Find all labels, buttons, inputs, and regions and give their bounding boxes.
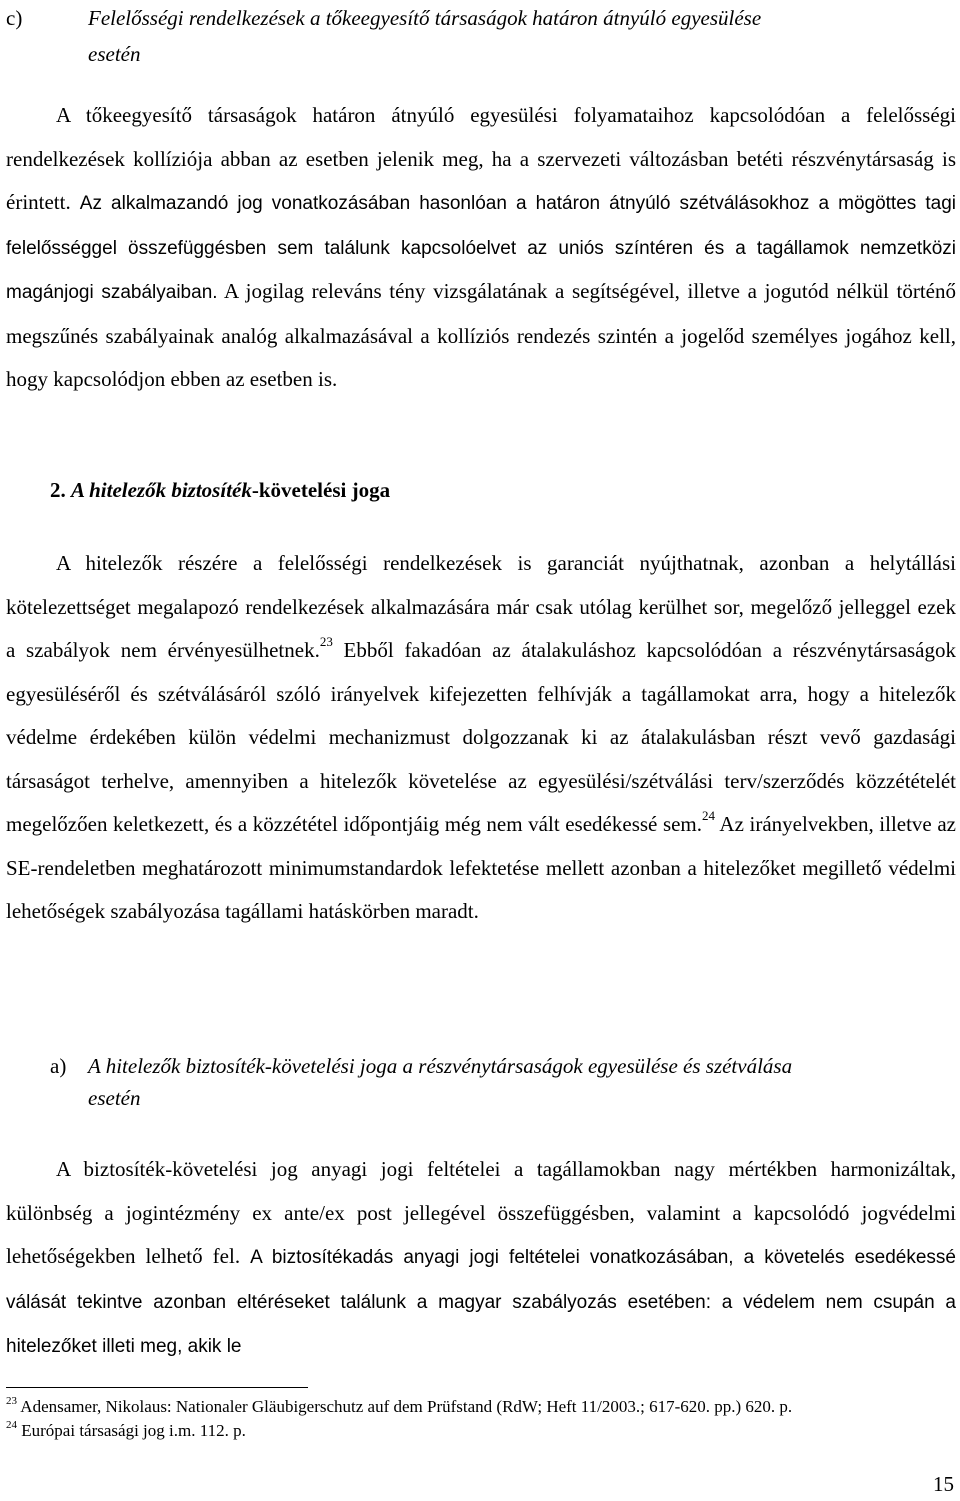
page-number: 15 — [933, 1472, 954, 1496]
section-title-rest: -követelési joga — [251, 478, 391, 502]
paragraph-text: A jogilag releváns tény vizsgálatának a segítségével, illetve a jogutód nélkül történő megszűnés szabályainak analóg alkalmazásával a kollíziós rendezés szintén a jogelőd személyes jogához kell, hogy kapcsolódjon ebben az esetben is. — [6, 279, 957, 391]
paragraph-text: A hitelezők részére a felelősségi rendelkezések is garanciát nyújthatnak, azonban a helytállási kötelezettséget megalapozó rendelkezések alkalmazására már csak utólag kerülhet sor, megelőző jelleggel ezek a szabályok nem érvényesülhetnek. — [6, 551, 956, 662]
subsection-label: a) — [50, 1054, 67, 1078]
section-heading — [50, 472, 390, 508]
paragraph-text: A biztosítékadás anyagi jogi feltételei vonatkozásában, a követelés esedékessé válását tekintve azonban eltéréseket találunk a magyar szabályozás esetében: a védelem nem csupán a hitelezőket illeti meg, akik le — [6, 1247, 956, 1357]
subsection-title-continuation: esetén — [88, 1086, 141, 1110]
paragraph-text: A tőkeegyesítő társaságok határon átnyúló egyesülési folyamataihoz kapcsolódóan a felelősségi rendelkezések kollíziója abban az esetben jelenik meg, ha a szervezeti változásban betéti részvénytársaság is érintett. — [6, 103, 956, 214]
paragraph-text: Ebből fakadóan az átalakuláshoz kapcsolódóan a részvénytársaságok egyesüléséről és szétválásáról szóló irányelvek kifejezetten felhívják a tagállamokat arra, hogy a hitelezők védelme érdekében külön védelmi mechanizmust dolgozzanak ki az átalakulásban részt vevő gazdasági társaságot terhelve, amennyiben a hitelezők követelése az egyesülési/szétválási terv/szerződés közzétételét megelőzően keletkezett, és a közzététel időpontjáig még nem vált esedékessé sem. — [6, 638, 957, 836]
paragraph-1 — [6, 94, 956, 402]
section-title-italic: A hitelezők biztosíték — [71, 478, 252, 502]
footnotes — [6, 1395, 956, 1443]
footnote-ref[interactable]: 23 — [319, 634, 333, 649]
paragraph-text: Az alkalmazandó jog vonatkozásában hasonlóan a határon átnyúló szétválásokhoz a mögöttes tagi felelősséggel összefüggésben sem találunk kapcsolóelvet az uniós színtéren és a tagállamok nemzetközi magánjogi szabályaiban. — [6, 193, 956, 303]
footnote-ref[interactable]: 24 — [702, 808, 716, 823]
footnote-item — [6, 1419, 956, 1443]
footnote-text: Adensamer, Nikolaus: Nationaler Gläubigerschutz auf dem Prüfstand (RdW; Heft 11/2003.; 617-620. pp.) 620. p. — [17, 1397, 793, 1416]
subsection-title: Felelősségi rendelkezések a tőkeegyesítő társaságok határon átnyúló egyesülése — [88, 6, 762, 30]
paragraph-text: Az irányelvekben, illetve az SE-rendeletben meghatározott minimumstandardok lefektetése mellett azonban a hitelezőket megillető védelmi lehetőségek szabályozása tagállami hatáskörben maradt. — [6, 812, 956, 923]
paragraph-3 — [6, 1148, 956, 1369]
footnote-number: 24 — [6, 1419, 17, 1431]
subsection-title: A hitelezők biztosíték-követelési joga a részvénytársaságok egyesülése és szétválása — [88, 1054, 793, 1078]
paragraph-2 — [6, 542, 956, 934]
footnote-item — [6, 1395, 956, 1419]
paragraph-text: A biztosíték-követelési jog anyagi jogi feltételei a tagállamokban nagy mértékben harmonizáltak, különbség a jogintézmény ex ante/ex post jellegével összefüggésben, valamint a kapcsolódó jogvédelmi lehetőségekben lelhető fel. — [6, 1157, 956, 1268]
footnote-text: Európai társasági jog i.m. 112. p. — [17, 1421, 246, 1440]
footnote-number: 23 — [6, 1395, 17, 1407]
subsection-title-continuation: esetén — [88, 42, 141, 66]
footnote-separator — [6, 1387, 308, 1388]
section-number: 2. — [50, 478, 66, 502]
subsection-label: c) — [6, 6, 23, 30]
subsection-heading-a — [50, 1050, 956, 1114]
subsection-heading-c — [6, 0, 956, 72]
